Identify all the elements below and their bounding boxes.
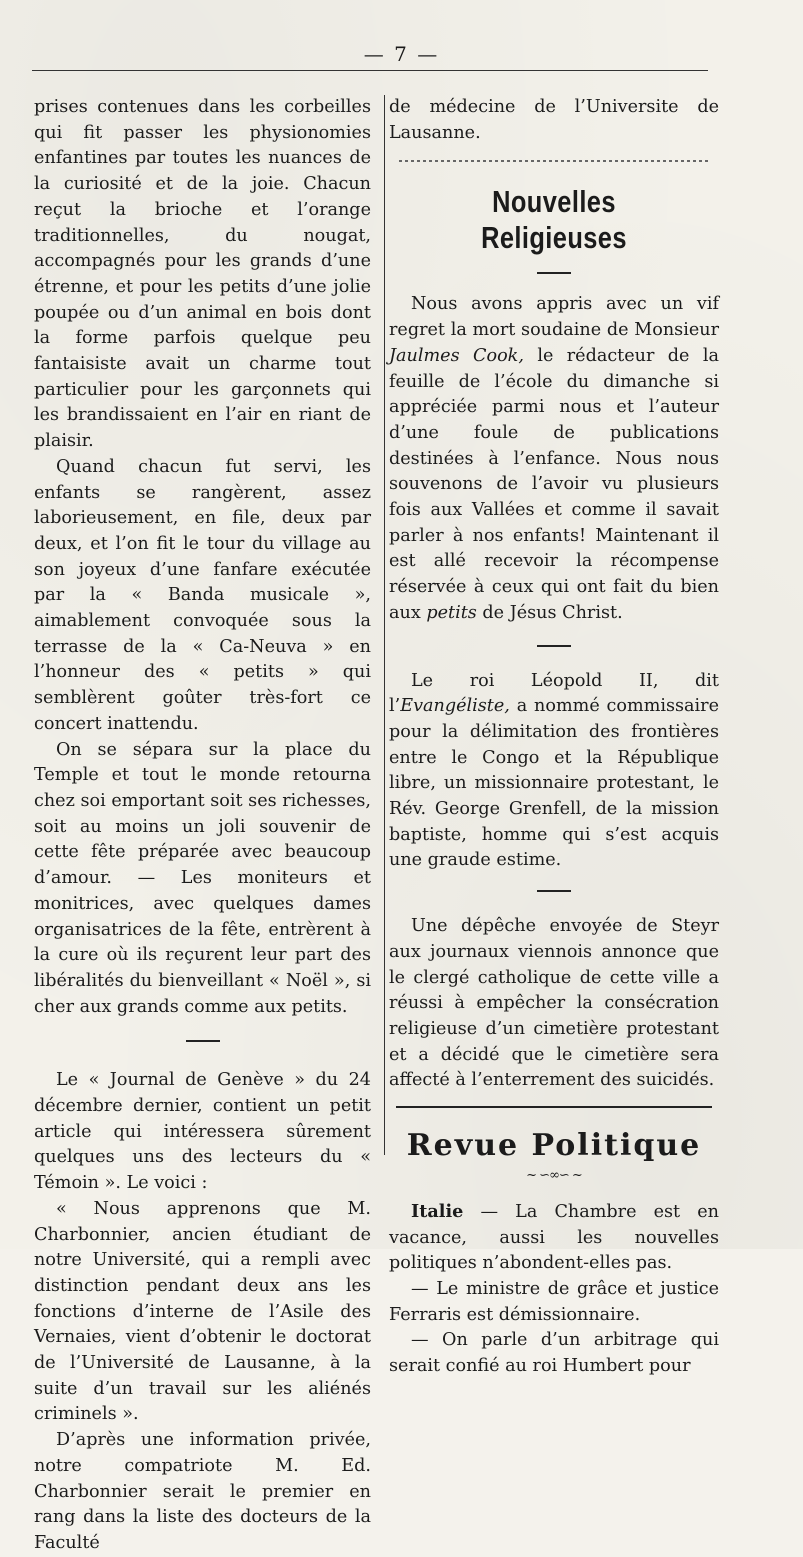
text-run: le rédacteur de la feuille de l’école du dimanche si appréciée parmi nous et l’auteur d’une foule de publications destinées à l’enfance. Nous nous souvenons de l’avoir vu plusieurs fois aux Vallées et comme il savait parler à nos enfants! Maintenant il est allé recevoir la récompense réservée à ceux qui ont fait du bien aux bbox=[389, 345, 719, 623]
wavy-rule bbox=[399, 156, 709, 166]
person-name: Jaulmes Cook, bbox=[389, 345, 524, 366]
left-column bbox=[34, 95, 371, 1557]
paragraph bbox=[389, 292, 719, 626]
paragraph: de médecine de l’Universite de Lausanne. bbox=[389, 97, 719, 143]
section-heading-religious: Nouvelles Religieuses bbox=[481, 184, 627, 256]
paragraph: prises contenues dans les corbeilles qui fit passer les physionomies enfantines par toutes les nuances de la curiosité et de la joie. Chacun reçut la brioche et l’orange traditionnelles, du nougat, accompagnés pour les grands d’une étrenne, et pour les petits d’une jolie poupée ou d’un animal en bois dont la forme parfois quelque peu fantaisiste avait un charme tout particulier pour les garçonnets qui les brandissaient en l’air en riant de plaisir. bbox=[34, 97, 371, 452]
text-run: — La Chambre est en vacance, aussi les nouvelles politiques n’abondent-elles pas. bbox=[389, 1201, 719, 1274]
emphasis: Evangéliste, bbox=[400, 696, 510, 717]
paragraph: On se sépara sur la place du Temple et tout le monde retourna chez soi emportant soit ses richesses, soit au moins un joli souvenir de cette fête préparée avec beaucoup d’amour. — Les moniteurs et monitrices, avec quelques dames organisatrices de la fête, entrèrent à la cure où ils reçurent leur part des libéralités du bienveillant « Noël », si cher aux grands comme aux petits. bbox=[34, 739, 371, 1017]
column-divider bbox=[384, 95, 385, 1155]
paragraph: — On parle d’un arbitrage qui serait confié au roi Humbert pour bbox=[389, 1330, 719, 1377]
text-run: Le roi Léopold II, dit l’ bbox=[389, 670, 719, 717]
paragraph: Une dépêche envoyée de Steyr aux journaux viennois annonce que le clergé catholique de cette ville a réussi à empêcher la consécration religieuse d’un cimetière protestant et a décidé que le cimetière sera affecté à l’enterrement des suicidés. bbox=[389, 916, 719, 1091]
header-rule bbox=[32, 70, 708, 71]
paragraph: « Nous apprenons que M. Charbonnier, ancien étudiant de notre Université, qui a rempli avec distinction pendant deux ans les fonctions d’interne de l’Asile des Vernaies, vient d’obtenir le doctorat de l’Université de Lausanne, à la suite d’un travail sur les aliénés criminels ». bbox=[34, 1198, 371, 1425]
paragraph bbox=[389, 669, 719, 875]
text-run: Nous avons appris avec un vif regret la mort soudaine de Monsieur bbox=[389, 294, 719, 341]
text-run: de Jésus Christ. bbox=[476, 602, 623, 623]
paragraph: — Le ministre de grâce et justice Ferraris est démissionnaire. bbox=[389, 1278, 719, 1325]
country-label: Italie bbox=[411, 1200, 464, 1222]
paragraph: D’après une information privée, notre compatriote M. Ed. Charbonnier serait le premier en rang dans la liste des docteurs de la Faculté bbox=[34, 1430, 371, 1553]
paragraph: Quand chacun fut servi, les enfants se rangèrent, assez laborieusement, en file, deux par deux, et l’on fit le tour du village au son joyeux d’une fanfare exécutée par la « Banda musicale », aimablement convoquée sous la terrasse de la « Ca-Neuva » en l’honneur des « petits » qui semblèrent goûter très-fort ce concert inattendu. bbox=[34, 456, 371, 734]
paragraph bbox=[389, 1199, 719, 1277]
right-column bbox=[389, 95, 719, 1380]
section-heading-politique: Revue Politique bbox=[406, 1128, 702, 1164]
text-run: a nommé commissaire pour la délimitation des frontières entre le Congo et la République libre, un missionnaire protestant, le Rév. George Grenfell, de la mission baptiste, homme qui s’est acquis une graude estime. bbox=[389, 696, 719, 871]
ornament: ~ ∽∞∽ ~ bbox=[526, 1168, 582, 1184]
paragraph: Le « Journal de Genève » du 24 décembre dernier, contient un petit article qui intéressera sûrement quelques uns des lecteurs du « Témoin ». Le voici : bbox=[34, 1070, 371, 1194]
page-number: — 7 — bbox=[363, 42, 440, 66]
emphasis: petits bbox=[426, 602, 477, 623]
